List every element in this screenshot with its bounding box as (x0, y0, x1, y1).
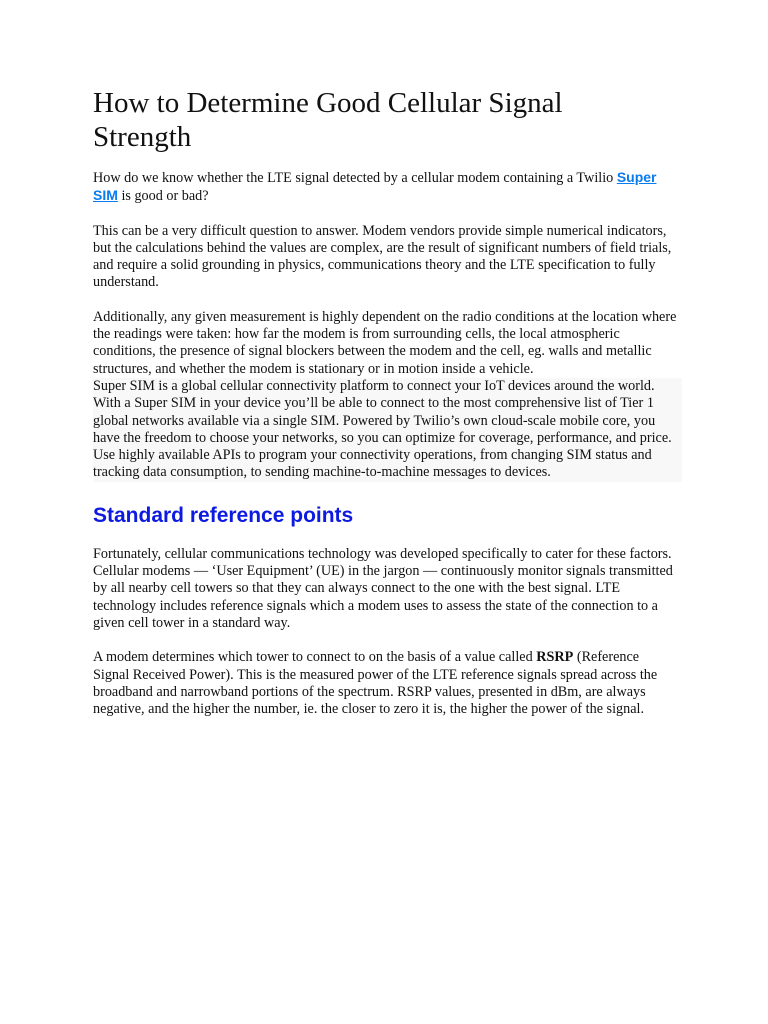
paragraph-reference-signals: Fortunately, cellular communications technology was developed specifically to cater for these factors. Cellular modems — ‘User Equipment’ (UE) in the jargon — continuously monitor signals transmitted by all nearby cell towers so that they can always connect to the one with the best signal. LTE technology includes reference signals which a modem uses to assess the state of the connection to a given cell tower in a standard way. (93, 545, 673, 631)
rsrp-term: RSRP (536, 649, 574, 666)
super-sim-link[interactable]: Super SIM (93, 169, 657, 204)
paragraph-rsrp (93, 649, 678, 718)
rsrp-text-after: (Reference Signal Received Power). This is the measured power of the LTE reference signals spread across the broadband and narrowband portions of the spectrum. RSRP values, presented in dBm, are always negative, and the higher the number, ie. the closer to zero it is, the higher the power of the signal. (93, 649, 658, 718)
intro-text-before-link: How do we know whether the LTE signal detected by a cellular modem containing a Twilio (93, 170, 617, 186)
paragraph-radio-conditions: Additionally, any given measurement is highly dependent on the radio conditions at the location where the readings were taken: how far the modem is from surrounding cells, the local atmospheric conditions, the presence of signal blockers between the modem and the cell, eg. walls and metallic structures, and whether the modem is stationary or in motion inside a vehicle. (93, 308, 677, 377)
article-body (93, 86, 678, 735)
super-sim-callout: Super SIM is a global cellular connectivity platform to connect your IoT devices around the world. With a Super SIM in your device you’ll be able to connect to the most comprehensive list of Tier 1 global networks available via a single SIM. Powered by Twilio’s own cloud-scale mobile core, you have the freedom to choose your networks, so you can optimize for coverage, performance, and price. Use highly available APIs to program your connectivity operations, from changing SIM status and tracking data consumption, to sending machine-to-machine messages to devices. (93, 378, 682, 482)
intro-text-after-link: is good or bad? (117, 188, 209, 205)
page-title: How to Determine Good Cellular Signal Strength (93, 87, 563, 153)
intro-paragraph (93, 169, 678, 206)
rsrp-text-before: A modem determines which tower to connect to on the basis of a value called (93, 649, 537, 666)
section-heading-standard-reference-points: Standard reference points (93, 503, 354, 527)
paragraph-difficulty: This can be a very difficult question to answer. Modem vendors provide simple numerical indicators, but the calculations behind the values are complex, are the result of significant numbers of field trials, and require a solid grounding in physics, communications theory and the LTE specification to fully understand. (93, 222, 672, 291)
